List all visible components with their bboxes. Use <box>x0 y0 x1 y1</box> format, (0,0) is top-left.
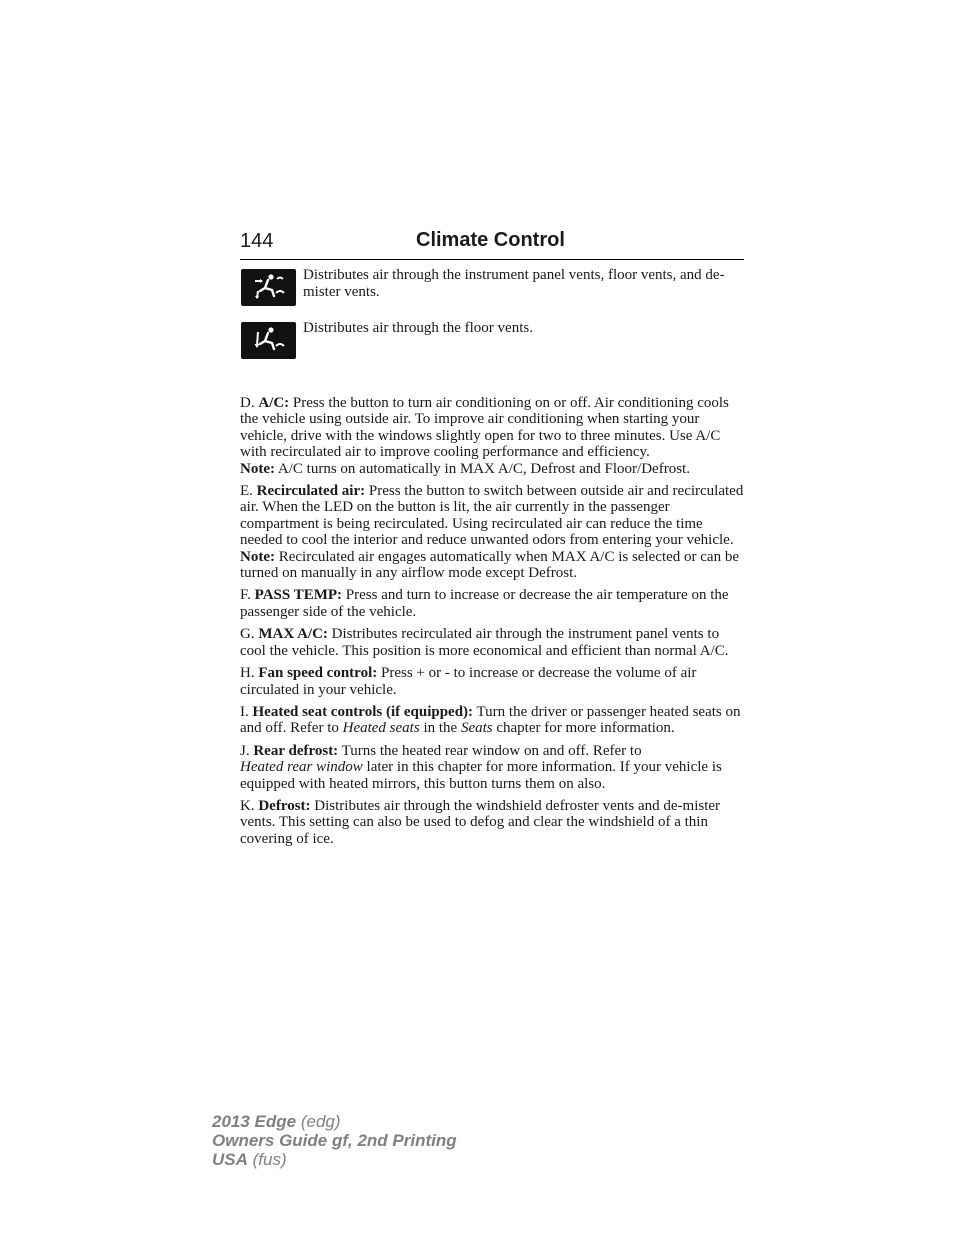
reference-heated-seats: Heated seats <box>342 720 420 737</box>
item-g-max-ac: G. MAX A/C: Distributes recirculated air through the instrument panel vents to cool the vehicle. This position is more economical and efficient than normal A/C. <box>240 626 729 659</box>
page-number: 144 <box>240 230 274 252</box>
item-f-pass-temp: F. PASS TEMP: Press and turn to increase or decrease the air temperature on the passenger side of the vehicle. <box>240 587 729 620</box>
item-i-heated-seats: I. Heated seat controls (if equipped): Turn the driver or passenger heated seats on and off. Refer to Heated seats in the Seats chapter for more information. <box>240 703 741 737</box>
item-e-recirculated-air: E. Recirculated air: Press the button to switch between outside air and recirculated air. When the LED on the button is lit, the air currently in the passenger compartment is being recirculated. Using recirculated air can reduce the time needed to cool the interior and reduce unwanted odors from entering your vehicle. Note: Recirculated air engages automatically when MAX A/C is selected or can be turned on manually in any airflow mode except Defrost. <box>240 483 744 582</box>
panel-floor-demister-icon <box>241 269 296 306</box>
item-d-ac: D. A/C: Press the button to turn air conditioning on or off. Air conditioning cools the vehicle using outside air. To improve air conditioning when starting your vehicle, drive with the windows slightly open for two to three minutes. Use A/C with recirculated air to improve cooling performance and efficiency. Note: A/C turns on automatically in MAX A/C, Defrost and Floor/Defrost. <box>240 395 729 477</box>
icon-description: Distributes air through the instrument panel vents, floor vents, and de-mister vents. <box>303 267 725 300</box>
item-j-rear-defrost: J. Rear defrost: Turns the heated rear window on and off. Refer to Heated rear window later in this chapter for more information. If your vehicle is equipped with heated mirrors, this button turns them on also. <box>240 742 722 792</box>
body-text <box>240 395 744 853</box>
item-k-defrost: K. Defrost: Distributes air through the windshield defroster vents and de-mister vents. This setting can also be used to defog and clear the windshield of a thin covering of ice. <box>240 797 721 847</box>
page-footer: 2013 Edge (edg) Owners Guide gf, 2nd Printing USA (fus) <box>212 1112 457 1169</box>
chapter-title: Climate Control <box>416 229 565 251</box>
reference-seats-chapter: Seats <box>460 720 493 737</box>
page-header <box>240 229 744 260</box>
item-h-fan-speed: H. Fan speed control: Press + or - to increase or decrease the volume of air circulated in your vehicle. <box>240 665 697 698</box>
icon-description: Distributes air through the floor vents. <box>303 320 533 336</box>
floor-vents-icon <box>241 322 296 359</box>
reference-heated-rear-window: Heated rear window <box>240 759 363 776</box>
